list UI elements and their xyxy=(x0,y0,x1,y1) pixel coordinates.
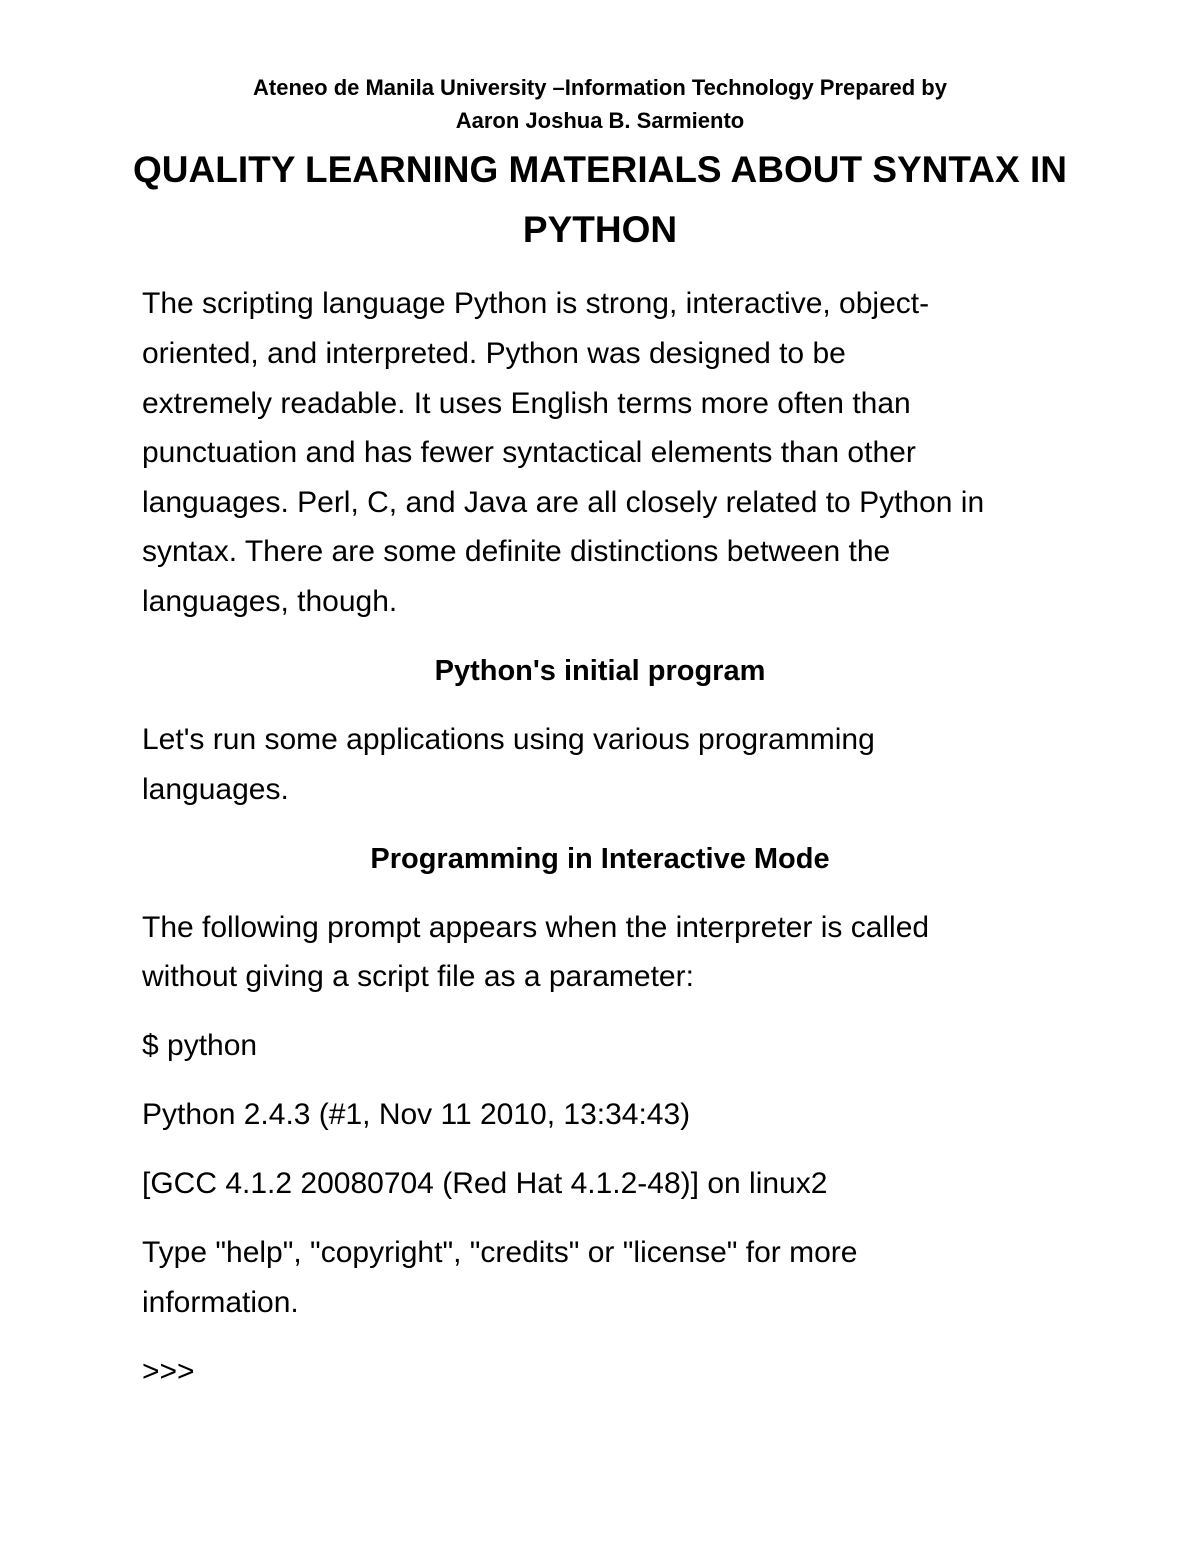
section-heading-interactive-mode: Programming in Interactive Mode xyxy=(370,843,830,875)
terminal-version-line: Python 2.4.3 (#1, Nov 11 2010, 13:34:43) xyxy=(142,1098,691,1131)
paragraph-line: syntax. There are some definite distinctions between the xyxy=(142,535,891,568)
terminal-compiler-line: [GCC 4.1.2 20080704 (Red Hat 4.1.2-48)] on linux2 xyxy=(142,1167,828,1200)
document-title-line-2: PYTHON xyxy=(522,209,678,250)
header-author-line: Aaron Joshua B. Sarmiento xyxy=(455,108,745,133)
terminal-prompt: >>> xyxy=(142,1355,195,1388)
paragraph-line: languages. xyxy=(142,773,289,806)
paragraph-line: Let's run some applications using various programming xyxy=(142,723,875,756)
paragraph-line: languages. Perl, C, and Java are all closely related to Python in xyxy=(142,486,985,519)
header-institution-line: Ateneo de Manila University –Information Technology Prepared by xyxy=(253,75,947,100)
paragraph-line: extremely readable. It uses English terms more often than xyxy=(142,387,911,420)
paragraph-line: oriented, and interpreted. Python was designed to be xyxy=(142,337,846,370)
paragraph-line: languages, though. xyxy=(142,585,398,618)
paragraph-line: The scripting language Python is strong, interactive, object- xyxy=(142,287,930,320)
section-heading-initial-program: Python's initial program xyxy=(434,655,766,687)
paragraph-line: The following prompt appears when the interpreter is called xyxy=(142,911,930,944)
paragraph-line: Type "help", "copyright", "credits" or "license" for more xyxy=(142,1236,858,1269)
paragraph-line: information. xyxy=(142,1286,299,1319)
paragraph-line: punctuation and has fewer syntactical elements than other xyxy=(142,436,916,469)
paragraph-line: without giving a script file as a parameter: xyxy=(142,960,694,993)
terminal-command-line: $ python xyxy=(142,1029,258,1062)
document-title-line-1: QUALITY LEARNING MATERIALS ABOUT SYNTAX IN xyxy=(133,149,1067,190)
